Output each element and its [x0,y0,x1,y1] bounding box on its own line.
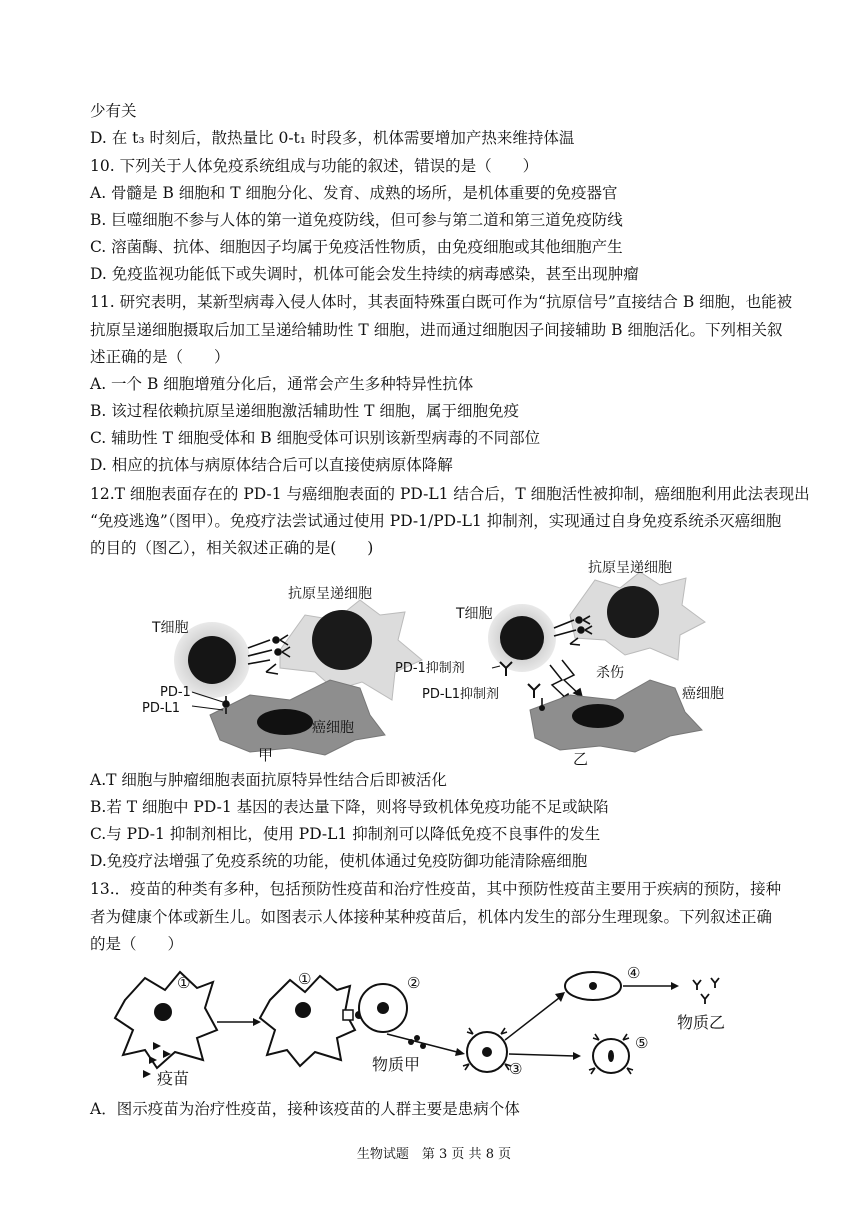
question-12-cont1: “免疫逃逸”（图甲）。免疫疗法尝试通过使用 PD-1/PD-L1 抑制剂，实现通过自身免疫系统杀灭癌细胞 [90,512,782,530]
q10-option-d: D. 免疫监视功能低下或失调时，机体可能会发生持续的病毒感染，甚至出现肿瘤 [90,265,639,283]
apc-nucleus-jia [312,610,372,670]
t-cell-nucleus-jia [188,636,236,684]
question-12: 12.T 细胞表面存在的 PD-1 与癌细胞表面的 PD-L1 结合后，T 细胞活性被抑制，癌细胞利用此法表现出 [90,485,810,503]
label-n3: ③ [509,1060,523,1078]
question-13-cont1: 者为健康个体或新生儿。如图表示人体接种某种疫苗后，机体内发生的部分生理现象。下列叙述正确 [90,908,773,926]
label-n4: ④ [627,964,641,982]
figure-12 [130,560,770,770]
label-cancer-yi: 癌细胞 [682,686,724,702]
label-tcell-jia: T细胞 [152,620,189,636]
q11-option-a: A. 一个 B 细胞增殖分化后，通常会产生多种特异性抗体 [90,375,474,393]
q10-option-c: C. 溶菌酶、抗体、细胞因子均属于免疫活性物质，由免疫细胞或其他细胞产生 [90,238,623,256]
panel-jia [142,585,422,764]
question-11-cont2: 述正确的是（ ） [90,348,230,366]
question-13-cont2: 的是（ ） [90,935,184,953]
question-12-cont2: 的目的（图乙），相关叙述正确的是( ) [90,539,374,557]
caption-yi: 乙 [573,750,589,768]
label-n5: ⑤ [635,1034,649,1052]
q12-option-c: C.与 PD-1 抑制剂相比，使用 PD-L1 抑制剂可以降低免疫不良事件的发生 [90,825,601,843]
label-substance-b: 物质乙 [677,1013,726,1032]
label-apc-jia: 抗原呈递细胞 [288,586,372,602]
pdl1-inhibitor [528,684,540,698]
caption-jia: 甲 [258,746,274,764]
q11-option-d: D. 相应的抗体与病原体结合后可以直接使病原体降解 [90,456,453,474]
label-n1a: ① [177,974,191,992]
cancer-nucleus-yi [572,704,624,728]
label-apc-yi: 抗原呈递细胞 [588,560,672,576]
antibodies [693,978,719,1004]
q12-option-a: A.T 细胞与肿瘤细胞表面抗原特异性结合后即被活化 [90,771,447,789]
label-vaccine: 疫苗 [157,1069,190,1088]
label-substance-a: 物质甲 [372,1055,421,1074]
page-footer: 生物试题 第 3 页 共 8 页 [356,1147,512,1162]
apc-cell-2 [260,976,355,1066]
q10-option-a: A. 骨髓是 B 细胞和 T 细胞分化、发育、成熟的场所，是机体重要的免疫器官 [90,184,618,202]
q13-option-a: A．图示疫苗为治疗性疫苗，接种该疫苗的人群主要是患病个体 [90,1100,520,1118]
t-cell-nucleus-yi [500,616,544,660]
q10-option-b: B. 巨噬细胞不参与人体的第一道免疫防线，但可参与第二道和第三道免疫防线 [90,211,623,229]
helper-t-nucleus [377,1002,389,1014]
label-n2: ② [407,974,421,992]
q11-option-c: C. 辅助性 T 细胞受体和 B 细胞受体可识别该新型病毒的不同部位 [90,429,541,447]
question-11-cont1: 抗原呈递细胞摄取后加工呈递给辅助性 T 细胞，进而通过细胞因子间接辅助 B 细胞活化。下列相关叙 [90,321,783,339]
label-tcell-yi: T细胞 [456,606,493,622]
q11-option-b: B. 该过程依赖抗原呈递细胞激活辅助性 T 细胞，属于细胞免疫 [90,402,519,420]
label-pdl1-inhibitor: PD-L1抑制剂 [422,687,500,702]
label-pd1-inhibitor: PD-1抑制剂 [395,661,465,676]
question-10: 10. 下列关于人体免疫系统组成与功能的叙述，错误的是（ ） [90,157,539,175]
q12-option-d: D.免疫疗法增强了免疫系统的功能，使机体通过免疫防御功能清除癌细胞 [90,852,588,870]
label-pdl1-jia: PD-L1 [142,701,181,716]
line-2: D. 在 t₃ 时刻后，散热量比 0-t₁ 时段多，机体需要增加产热来维持体温 [90,129,575,147]
plasma-nucleus [589,982,597,990]
memory-nucleus [608,1050,614,1062]
question-13: 13.．疫苗的种类有多种，包括预防性疫苗和治疗性疫苗，其中预防性疫苗主要用于疾病的预防，接种 [90,880,782,898]
question-11: 11. 研究表明，某新型病毒入侵人体时，其表面特殊蛋白既可作为“抗原信号”直接结合 B 细胞，也能被 [90,293,793,311]
label-n1b: ① [298,970,312,988]
label-cancer-jia: 癌细胞 [312,720,354,736]
apc-nucleus-1 [154,1003,172,1021]
cancer-nucleus-jia [257,709,313,735]
q12-option-b: B.若 T 细胞中 PD-1 基因的表达量下降，则将导致机体免疫功能不足或缺陷 [90,798,609,816]
label-kill: 杀伤 [596,665,624,681]
apc-nucleus-2 [295,1002,311,1018]
figure-13 [105,960,785,1092]
line-1: 少有关 [90,102,137,120]
apc-nucleus-yi [607,586,659,638]
panel-yi [395,560,724,768]
b-cell-nucleus [482,1047,492,1057]
label-pd1-jia: PD-1 [160,685,191,700]
